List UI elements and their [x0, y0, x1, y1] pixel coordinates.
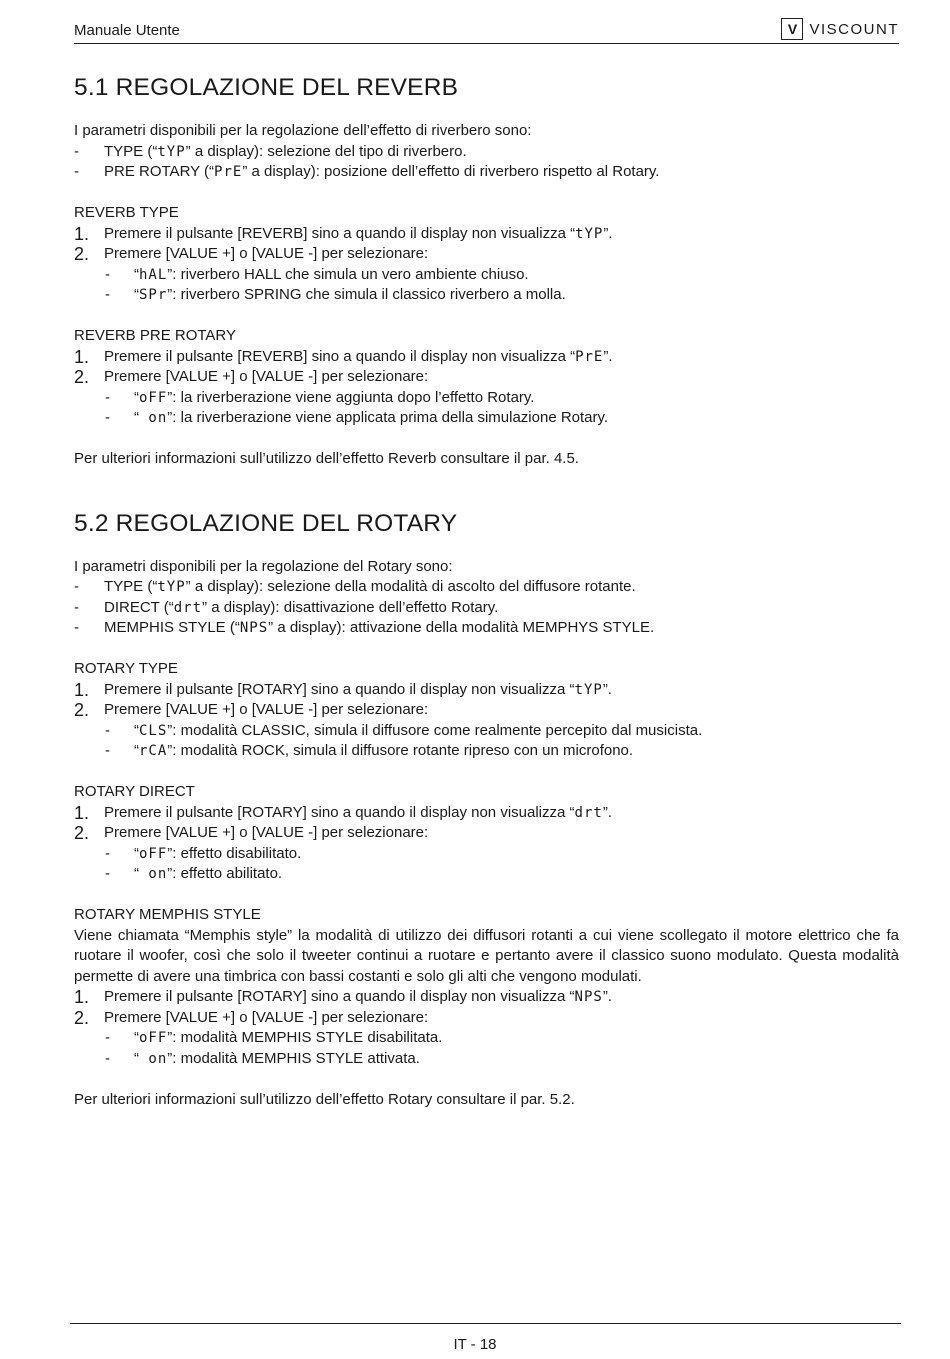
lcd-code: on — [139, 866, 168, 882]
lcd-code: on — [139, 1050, 168, 1067]
option-item: - “SPr”: riverbero SPRING che simula il classico riverbero a molla. — [105, 286, 566, 303]
rotary-intro: I parametri disponibili per la regolazione del Rotary sono: — [74, 557, 453, 575]
section-title-reverb: 5.1 REGOLAZIONE DEL REVERB — [74, 74, 459, 101]
lcd-code: CLS — [139, 722, 168, 739]
step-item: 2. Premere [VALUE +] o [VALUE -] per selezionare: — [74, 1007, 429, 1028]
step-item: 2. Premere [VALUE +] o [VALUE -] per selezionare: — [74, 367, 429, 387]
page-header — [74, 16, 899, 44]
step-item: 1. Premere il pulsante [REVERB] sino a quando il display non visualizza “PrE”. — [74, 346, 613, 367]
brand-name: VISCOUNT — [809, 20, 899, 38]
section-title-rotary: 5.2 REGOLAZIONE DEL ROTARY — [74, 509, 458, 537]
subheading-reverb-pre-rotary: REVERB PRE ROTARY — [74, 327, 236, 344]
lcd-code: hAL — [139, 266, 168, 283]
subheading-rotary-memphis-style: ROTARY MEMPHIS STYLE — [74, 906, 261, 923]
memphis-description: Viene chiamata “Memphis style” la modalità di utilizzo dei diffusori rotanti a cui viene scollegato il motore elettrico che fa ruotare il woofer, così che solo il tweeter continui a ruotare e pertanto avere il classico suono modulato. Questa modalità permette di avere una timbrica con bassi costanti e solo gli alti che vengono modulati. — [74, 926, 899, 985]
lcd-code: on — [139, 410, 168, 426]
subheading-rotary-type: ROTARY TYPE — [74, 660, 178, 677]
step-item: 2. Premere [VALUE +] o [VALUE -] per selezionare: — [74, 700, 429, 720]
lcd-code: rCA — [139, 743, 168, 759]
lcd-code: oFF — [139, 389, 168, 406]
lcd-code: oFF — [139, 1030, 168, 1046]
option-item: - “ on”: la riverberazione viene applicata prima della simulazione Rotary. — [105, 409, 609, 426]
page-content — [74, 72, 899, 1110]
lcd-code: tYP — [575, 225, 604, 242]
param-item: - PRE ROTARY (“PrE” a display): posizione dell’effetto di riverbero rispetto al Rotary. — [74, 163, 660, 180]
param-name: TYPE — [104, 142, 144, 160]
option-item: - “ on”: modalità MEMPHIS STYLE attivata. — [105, 1049, 420, 1067]
param-item: - DIRECT (“drt” a display): disattivazione dell’effetto Rotary. — [74, 598, 499, 616]
lcd-code: PrE — [214, 164, 243, 180]
step-item: 2. Premere [VALUE +] o [VALUE -] per selezionare: — [74, 244, 429, 264]
lcd-code: tYP — [157, 579, 186, 595]
footer-divider — [70, 1323, 901, 1324]
lcd-code: tYP — [157, 143, 186, 160]
param-name: TYPE — [104, 578, 144, 595]
step-item: 1. Premere il pulsante [REVERB] sino a quando il display non visualizza “tYP”. — [74, 223, 613, 244]
lcd-code: drt — [574, 804, 603, 821]
lcd-code: PrE — [575, 348, 604, 365]
param-name: PRE ROTARY — [104, 163, 200, 180]
step-item: 1. Premere il pulsante [ROTARY] sino a quando il display non visualizza “NPS”. — [74, 987, 612, 1007]
param-item: - TYPE (“tYP” a display): selezione della modalità di ascolto del diffusore rotante. — [74, 578, 636, 595]
option-item: - “oFF”: la riverberazione viene aggiunta dopo l’effetto Rotary. — [105, 388, 535, 406]
brand-logo — [781, 18, 899, 40]
lcd-code: oFF — [139, 845, 168, 862]
option-item: - “hAL”: riverbero HALL che simula un vero ambiente chiuso. — [105, 265, 529, 283]
lcd-code: tYP — [574, 681, 603, 698]
param-name: DIRECT — [104, 598, 160, 616]
param-item: - TYPE (“tYP” a display): selezione del tipo di riverbero. — [74, 142, 467, 160]
option-item: - “rCA”: modalità ROCK, simula il diffusore rotante ripreso con un microfono. — [105, 742, 634, 759]
lcd-code: drt — [173, 599, 203, 616]
viscount-logo-icon: V — [781, 18, 803, 40]
step-item: 1. Premere il pulsante [ROTARY] sino a quando il display non visualizza “tYP”. — [74, 679, 612, 700]
option-item: - “CLS”: modalità CLASSIC, simula il diffusore come realmente percepito dal musicista. — [105, 721, 703, 739]
manual-title: Manuale Utente — [74, 22, 180, 39]
reverb-intro: I parametri disponibili per la regolazione dell’effetto di riverbero sono: — [74, 122, 532, 139]
param-item: - MEMPHIS STYLE (“NPS” a display): attivazione della modalità MEMPHYS STYLE. — [74, 619, 655, 636]
option-item: - “oFF”: modalità MEMPHIS STYLE disabilitata. — [105, 1029, 443, 1046]
step-item: 1. Premere il pulsante [ROTARY] sino a quando il display non visualizza “drt”. — [74, 802, 612, 823]
step-item: 2. Premere [VALUE +] o [VALUE -] per selezionare: — [74, 823, 429, 843]
page-number: IT - 18 — [453, 1336, 497, 1353]
lcd-code: NPS — [239, 620, 269, 636]
lcd-code: SPr — [139, 287, 168, 303]
param-name: MEMPHIS STYLE — [104, 619, 226, 636]
lcd-code: NPS — [574, 989, 603, 1005]
rotary-note: Per ulteriori informazioni sull’utilizzo dell’effetto Rotary consultare il par. 5.2. — [74, 1090, 575, 1108]
option-item: - “ on”: effetto abilitato. — [105, 865, 283, 882]
option-item: - “oFF”: effetto disabilitato. — [105, 844, 302, 862]
reverb-note: Per ulteriori informazioni sull’utilizzo dell’effetto Reverb consultare il par. 4.5. — [74, 450, 579, 467]
subheading-reverb-type: REVERB TYPE — [74, 204, 179, 221]
subheading-rotary-direct: ROTARY DIRECT — [74, 783, 195, 800]
